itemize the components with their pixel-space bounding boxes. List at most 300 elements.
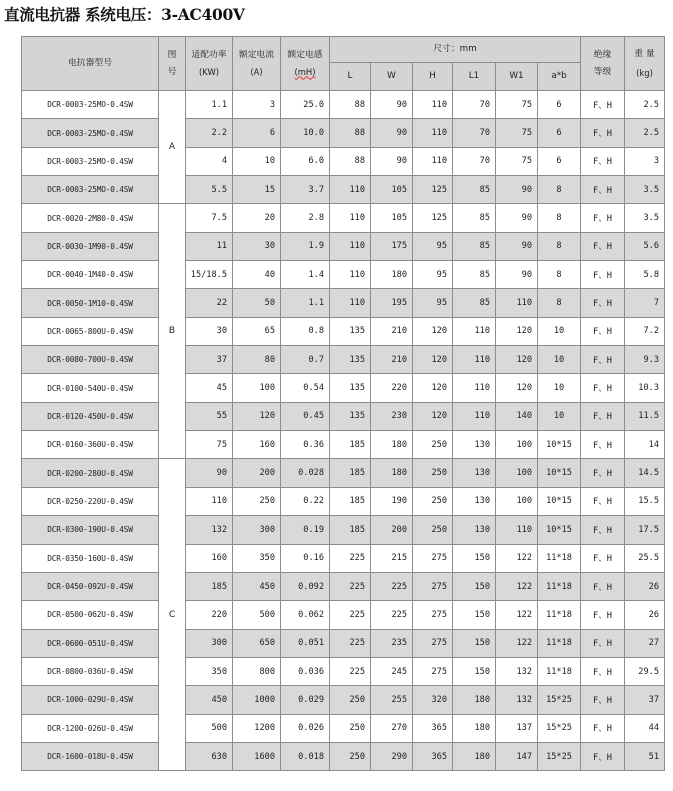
weight-cell: 3.5 — [625, 176, 665, 204]
dim-w-cell: 255 — [371, 686, 413, 714]
dim-l-cell: 110 — [330, 204, 371, 232]
current-cell: 500 — [233, 601, 281, 629]
dim-l-cell: 250 — [330, 686, 371, 714]
dim-h-cell: 95 — [413, 232, 453, 260]
dim-w-cell: 90 — [371, 91, 413, 119]
dim-w-cell: 90 — [371, 147, 413, 175]
dim-l-cell: 110 — [330, 232, 371, 260]
dim-ab-cell: 10*15 — [538, 431, 581, 459]
dim-h-cell: 275 — [413, 572, 453, 600]
model-cell: DCR-0250-220U-0.4SW — [22, 487, 159, 515]
table-row — [22, 629, 665, 657]
model-cell: DCR-1200-026U-0.4SW — [22, 714, 159, 742]
table-row — [22, 374, 665, 402]
current-cell: 450 — [233, 572, 281, 600]
dim-w1-cell: 75 — [496, 119, 538, 147]
weight-cell: 3 — [625, 147, 665, 175]
dim-w1-cell: 120 — [496, 374, 538, 402]
power-cell: 37 — [186, 346, 233, 374]
weight-cell: 5.6 — [625, 232, 665, 260]
dim-ab-cell: 6 — [538, 91, 581, 119]
power-cell: 630 — [186, 742, 233, 770]
model-cell: DCR-0600-051U-0.4SW — [22, 629, 159, 657]
header-current — [233, 37, 281, 91]
inductance-cell: 0.028 — [281, 459, 330, 487]
weight-cell: 25.5 — [625, 544, 665, 572]
dim-l-cell: 185 — [330, 516, 371, 544]
inductance-cell: 0.026 — [281, 714, 330, 742]
current-cell: 15 — [233, 176, 281, 204]
dim-ab-cell: 8 — [538, 232, 581, 260]
current-cell: 20 — [233, 204, 281, 232]
dim-w-cell: 105 — [371, 176, 413, 204]
dim-w1-cell: 90 — [496, 232, 538, 260]
dim-ab-cell: 11*18 — [538, 601, 581, 629]
power-cell: 300 — [186, 629, 233, 657]
model-cell: DCR-0003-25MO-0.4SW — [22, 176, 159, 204]
dim-w1-cell: 100 — [496, 431, 538, 459]
dim-ab-cell: 10*15 — [538, 459, 581, 487]
weight-cell: 14.5 — [625, 459, 665, 487]
header-insulation — [581, 37, 625, 91]
dim-ab-cell: 6 — [538, 147, 581, 175]
dim-w-cell: 195 — [371, 289, 413, 317]
insulation-cell: F、H — [581, 657, 625, 685]
header-figure-text: 图号 — [167, 49, 177, 77]
weight-cell: 14 — [625, 431, 665, 459]
weight-cell: 51 — [625, 742, 665, 770]
table-row — [22, 176, 665, 204]
inductance-cell: 0.19 — [281, 516, 330, 544]
insulation-cell: F、H — [581, 232, 625, 260]
header-weight-label: 重 量 — [634, 48, 655, 59]
current-cell: 160 — [233, 431, 281, 459]
weight-cell: 11.5 — [625, 402, 665, 430]
header-dim-w: W — [371, 63, 413, 91]
dim-h-cell: 125 — [413, 176, 453, 204]
dim-l-cell: 185 — [330, 431, 371, 459]
power-cell: 450 — [186, 686, 233, 714]
header-weight — [625, 37, 665, 91]
model-cell: DCR-0050-1M10-0.4SW — [22, 289, 159, 317]
inductance-cell: 1.9 — [281, 232, 330, 260]
dim-w1-cell: 90 — [496, 176, 538, 204]
model-cell: DCR-0300-190U-0.4SW — [22, 516, 159, 544]
dim-h-cell: 125 — [413, 204, 453, 232]
dim-h-cell: 275 — [413, 657, 453, 685]
dim-w-cell: 200 — [371, 516, 413, 544]
insulation-cell: F、H — [581, 714, 625, 742]
page-title: 直流电抗器 系统电压：3-AC400V — [4, 5, 245, 24]
weight-cell: 2.5 — [625, 91, 665, 119]
dim-l-cell: 250 — [330, 742, 371, 770]
model-cell: DCR-0200-280U-0.4SW — [22, 459, 159, 487]
power-cell: 75 — [186, 431, 233, 459]
dim-w1-cell: 100 — [496, 459, 538, 487]
header-inductance — [281, 37, 330, 91]
table-row — [22, 431, 665, 459]
dim-w-cell: 215 — [371, 544, 413, 572]
dim-l1-cell: 85 — [453, 176, 496, 204]
table-row — [22, 289, 665, 317]
dim-w-cell: 245 — [371, 657, 413, 685]
power-cell: 45 — [186, 374, 233, 402]
header-power-label: 适配功率 — [191, 49, 227, 60]
dim-h-cell: 320 — [413, 686, 453, 714]
table-header — [22, 37, 665, 91]
weight-cell: 10.3 — [625, 374, 665, 402]
dim-w1-cell: 140 — [496, 402, 538, 430]
table-row — [22, 516, 665, 544]
dim-h-cell: 365 — [413, 714, 453, 742]
insulation-cell: F、H — [581, 289, 625, 317]
dim-w-cell: 210 — [371, 317, 413, 345]
current-cell: 1200 — [233, 714, 281, 742]
dim-h-cell: 250 — [413, 459, 453, 487]
dim-l-cell: 110 — [330, 289, 371, 317]
dim-w-cell: 225 — [371, 572, 413, 600]
current-cell: 350 — [233, 544, 281, 572]
table-row — [22, 459, 665, 487]
current-cell: 800 — [233, 657, 281, 685]
table-row — [22, 601, 665, 629]
dim-l-cell: 110 — [330, 261, 371, 289]
weight-cell: 3.5 — [625, 204, 665, 232]
dim-l-cell: 185 — [330, 459, 371, 487]
power-cell: 5.5 — [186, 176, 233, 204]
dim-ab-cell: 8 — [538, 176, 581, 204]
header-dimensions: 尺寸：mm — [330, 37, 581, 63]
current-cell: 65 — [233, 317, 281, 345]
dim-w1-cell: 122 — [496, 629, 538, 657]
header-power — [186, 37, 233, 91]
current-cell: 300 — [233, 516, 281, 544]
dim-l-cell: 225 — [330, 601, 371, 629]
model-cell: DCR-0800-036U-0.4SW — [22, 657, 159, 685]
insulation-cell: F、H — [581, 459, 625, 487]
weight-cell: 9.3 — [625, 346, 665, 374]
dim-ab-cell: 11*18 — [538, 657, 581, 685]
dim-w-cell: 225 — [371, 601, 413, 629]
insulation-cell: F、H — [581, 431, 625, 459]
dim-l-cell: 135 — [330, 346, 371, 374]
insulation-cell: F、H — [581, 742, 625, 770]
dim-l1-cell: 110 — [453, 374, 496, 402]
dim-w-cell: 230 — [371, 402, 413, 430]
table-row — [22, 261, 665, 289]
inductance-cell: 2.8 — [281, 204, 330, 232]
table-row — [22, 317, 665, 345]
dim-w-cell: 180 — [371, 261, 413, 289]
dim-l1-cell: 130 — [453, 516, 496, 544]
dim-l1-cell: 180 — [453, 714, 496, 742]
insulation-cell: F、H — [581, 317, 625, 345]
dim-w-cell: 235 — [371, 629, 413, 657]
header-figure — [159, 37, 186, 91]
dim-w1-cell: 132 — [496, 657, 538, 685]
dim-l1-cell: 110 — [453, 317, 496, 345]
current-cell: 100 — [233, 374, 281, 402]
dim-l-cell: 135 — [330, 317, 371, 345]
dim-h-cell: 110 — [413, 119, 453, 147]
table-row — [22, 572, 665, 600]
weight-cell: 29.5 — [625, 657, 665, 685]
reactor-spec-table — [21, 36, 665, 771]
insulation-cell: F、H — [581, 261, 625, 289]
dim-l-cell: 225 — [330, 544, 371, 572]
model-cell: DCR-0003-25MO-0.4SW — [22, 91, 159, 119]
inductance-cell: 1.1 — [281, 289, 330, 317]
insulation-cell: F、H — [581, 119, 625, 147]
current-cell: 1000 — [233, 686, 281, 714]
dim-w1-cell: 110 — [496, 516, 538, 544]
weight-cell: 26 — [625, 601, 665, 629]
inductance-cell: 3.7 — [281, 176, 330, 204]
current-cell: 6 — [233, 119, 281, 147]
insulation-cell: F、H — [581, 544, 625, 572]
table-row — [22, 402, 665, 430]
dim-ab-cell: 8 — [538, 261, 581, 289]
inductance-cell: 0.54 — [281, 374, 330, 402]
power-cell: 55 — [186, 402, 233, 430]
inductance-cell: 0.018 — [281, 742, 330, 770]
inductance-cell: 0.36 — [281, 431, 330, 459]
insulation-cell: F、H — [581, 516, 625, 544]
inductance-cell: 0.062 — [281, 601, 330, 629]
insulation-cell: F、H — [581, 629, 625, 657]
dim-l1-cell: 150 — [453, 572, 496, 600]
model-cell: DCR-0080-700U-0.4SW — [22, 346, 159, 374]
power-cell: 4 — [186, 147, 233, 175]
dim-h-cell: 250 — [413, 431, 453, 459]
dim-w1-cell: 100 — [496, 487, 538, 515]
dim-w-cell: 210 — [371, 346, 413, 374]
insulation-cell: F、H — [581, 204, 625, 232]
dim-l1-cell: 85 — [453, 204, 496, 232]
model-cell: DCR-0120-450U-0.4SW — [22, 402, 159, 430]
dim-w-cell: 290 — [371, 742, 413, 770]
inductance-cell: 0.029 — [281, 686, 330, 714]
insulation-cell: F、H — [581, 686, 625, 714]
current-cell: 650 — [233, 629, 281, 657]
power-cell: 185 — [186, 572, 233, 600]
power-cell: 11 — [186, 232, 233, 260]
dim-l-cell: 225 — [330, 657, 371, 685]
header-dim-l: L — [330, 63, 371, 91]
dim-l-cell: 250 — [330, 714, 371, 742]
dim-w-cell: 180 — [371, 431, 413, 459]
model-cell: DCR-0450-092U-0.4SW — [22, 572, 159, 600]
dim-l1-cell: 180 — [453, 742, 496, 770]
header-dim-w1: W1 — [496, 63, 538, 91]
weight-cell: 5.8 — [625, 261, 665, 289]
weight-cell: 27 — [625, 629, 665, 657]
dim-h-cell: 95 — [413, 261, 453, 289]
weight-cell: 7.2 — [625, 317, 665, 345]
dim-h-cell: 120 — [413, 346, 453, 374]
dim-w1-cell: 90 — [496, 204, 538, 232]
inductance-cell: 0.051 — [281, 629, 330, 657]
inductance-cell: 0.036 — [281, 657, 330, 685]
dim-ab-cell: 10*15 — [538, 487, 581, 515]
table-row — [22, 686, 665, 714]
model-cell: DCR-0003-25MO-0.4SW — [22, 119, 159, 147]
dim-l1-cell: 130 — [453, 431, 496, 459]
dim-ab-cell: 10*15 — [538, 516, 581, 544]
power-cell: 220 — [186, 601, 233, 629]
current-cell: 120 — [233, 402, 281, 430]
dim-l1-cell: 150 — [453, 544, 496, 572]
dim-ab-cell: 8 — [538, 204, 581, 232]
dim-h-cell: 365 — [413, 742, 453, 770]
inductance-cell: 0.22 — [281, 487, 330, 515]
dim-w1-cell: 120 — [496, 317, 538, 345]
dim-ab-cell: 10 — [538, 374, 581, 402]
model-cell: DCR-0030-1M90-0.4SW — [22, 232, 159, 260]
inductance-cell: 0.7 — [281, 346, 330, 374]
inductance-cell: 0.8 — [281, 317, 330, 345]
power-cell: 350 — [186, 657, 233, 685]
dim-l1-cell: 150 — [453, 629, 496, 657]
dim-w-cell: 90 — [371, 119, 413, 147]
inductance-cell: 0.16 — [281, 544, 330, 572]
current-cell: 50 — [233, 289, 281, 317]
header-model: 电抗器型号 — [22, 37, 159, 91]
power-cell: 110 — [186, 487, 233, 515]
dim-w1-cell: 110 — [496, 289, 538, 317]
model-cell: DCR-0065-800U-0.4SW — [22, 317, 159, 345]
dim-l1-cell: 85 — [453, 261, 496, 289]
dim-w-cell: 105 — [371, 204, 413, 232]
dim-w1-cell: 147 — [496, 742, 538, 770]
inductance-cell: 1.4 — [281, 261, 330, 289]
dim-l1-cell: 110 — [453, 402, 496, 430]
header-current-label: 额定电流 — [238, 49, 275, 60]
dim-w-cell: 180 — [371, 459, 413, 487]
current-cell: 10 — [233, 147, 281, 175]
dim-ab-cell: 10 — [538, 402, 581, 430]
dim-h-cell: 120 — [413, 374, 453, 402]
current-cell: 250 — [233, 487, 281, 515]
weight-cell: 2.5 — [625, 119, 665, 147]
dim-h-cell: 250 — [413, 516, 453, 544]
dim-l1-cell: 85 — [453, 232, 496, 260]
figure-group-cell: B — [159, 204, 186, 459]
table-row — [22, 119, 665, 147]
table-row — [22, 544, 665, 572]
dim-ab-cell: 11*18 — [538, 544, 581, 572]
model-cell: DCR-0003-25MO-0.4SW — [22, 147, 159, 175]
dim-w1-cell: 132 — [496, 686, 538, 714]
dim-l-cell: 185 — [330, 487, 371, 515]
dim-w-cell: 175 — [371, 232, 413, 260]
dim-w1-cell: 75 — [496, 91, 538, 119]
power-cell: 90 — [186, 459, 233, 487]
current-cell: 1600 — [233, 742, 281, 770]
power-cell: 15/18.5 — [186, 261, 233, 289]
dim-ab-cell: 6 — [538, 119, 581, 147]
power-cell: 30 — [186, 317, 233, 345]
header-current-unit: (A) — [250, 66, 263, 77]
dim-w-cell: 220 — [371, 374, 413, 402]
dim-h-cell: 95 — [413, 289, 453, 317]
dim-w1-cell: 137 — [496, 714, 538, 742]
dim-l1-cell: 130 — [453, 487, 496, 515]
model-cell: DCR-1000-029U-0.4SW — [22, 686, 159, 714]
figure-group-cell: C — [159, 459, 186, 771]
inductance-cell: 6.0 — [281, 147, 330, 175]
dim-l1-cell: 130 — [453, 459, 496, 487]
model-cell: DCR-0100-540U-0.4SW — [22, 374, 159, 402]
weight-cell: 44 — [625, 714, 665, 742]
dim-ab-cell: 11*18 — [538, 572, 581, 600]
dim-h-cell: 275 — [413, 601, 453, 629]
dim-w-cell: 190 — [371, 487, 413, 515]
dim-w1-cell: 120 — [496, 346, 538, 374]
header-weight-unit: (kg) — [636, 67, 653, 78]
dim-w1-cell: 122 — [496, 601, 538, 629]
insulation-cell: F、H — [581, 402, 625, 430]
current-cell: 40 — [233, 261, 281, 289]
insulation-cell: F、H — [581, 346, 625, 374]
dim-h-cell: 120 — [413, 317, 453, 345]
current-cell: 3 — [233, 91, 281, 119]
header-inductance-label: 额定电感 — [287, 49, 323, 60]
table-row — [22, 714, 665, 742]
table-row — [22, 232, 665, 260]
figure-group-cell: A — [159, 91, 186, 204]
inductance-cell: 10.0 — [281, 119, 330, 147]
model-cell: DCR-0160-360U-0.4SW — [22, 431, 159, 459]
dim-l1-cell: 85 — [453, 289, 496, 317]
header-insulation-text: 绝缘等级 — [593, 49, 612, 77]
table-row — [22, 487, 665, 515]
dim-w1-cell: 122 — [496, 544, 538, 572]
table-row — [22, 204, 665, 232]
insulation-cell: F、H — [581, 487, 625, 515]
header-dim-l1: L1 — [453, 63, 496, 91]
dim-ab-cell: 15*25 — [538, 686, 581, 714]
table-row — [22, 742, 665, 770]
inductance-cell: 0.45 — [281, 402, 330, 430]
dim-l1-cell: 70 — [453, 91, 496, 119]
power-cell: 22 — [186, 289, 233, 317]
dim-h-cell: 275 — [413, 544, 453, 572]
dim-h-cell: 110 — [413, 91, 453, 119]
model-cell: DCR-0020-2M80-0.4SW — [22, 204, 159, 232]
dim-l1-cell: 70 — [453, 119, 496, 147]
header-power-unit: (KW) — [198, 66, 219, 77]
current-cell: 200 — [233, 459, 281, 487]
dim-l1-cell: 180 — [453, 686, 496, 714]
power-cell: 1.1 — [186, 91, 233, 119]
power-cell: 2.2 — [186, 119, 233, 147]
dim-l1-cell: 70 — [453, 147, 496, 175]
weight-cell: 15.5 — [625, 487, 665, 515]
power-cell: 160 — [186, 544, 233, 572]
power-cell: 7.5 — [186, 204, 233, 232]
dim-l-cell: 225 — [330, 629, 371, 657]
weight-cell: 26 — [625, 572, 665, 600]
dim-ab-cell: 15*25 — [538, 742, 581, 770]
inductance-cell: 25.0 — [281, 91, 330, 119]
dim-ab-cell: 8 — [538, 289, 581, 317]
model-cell: DCR-1600-018U-0.4SW — [22, 742, 159, 770]
dim-l-cell: 88 — [330, 91, 371, 119]
dim-l1-cell: 150 — [453, 601, 496, 629]
dim-l-cell: 135 — [330, 402, 371, 430]
dim-w1-cell: 122 — [496, 572, 538, 600]
